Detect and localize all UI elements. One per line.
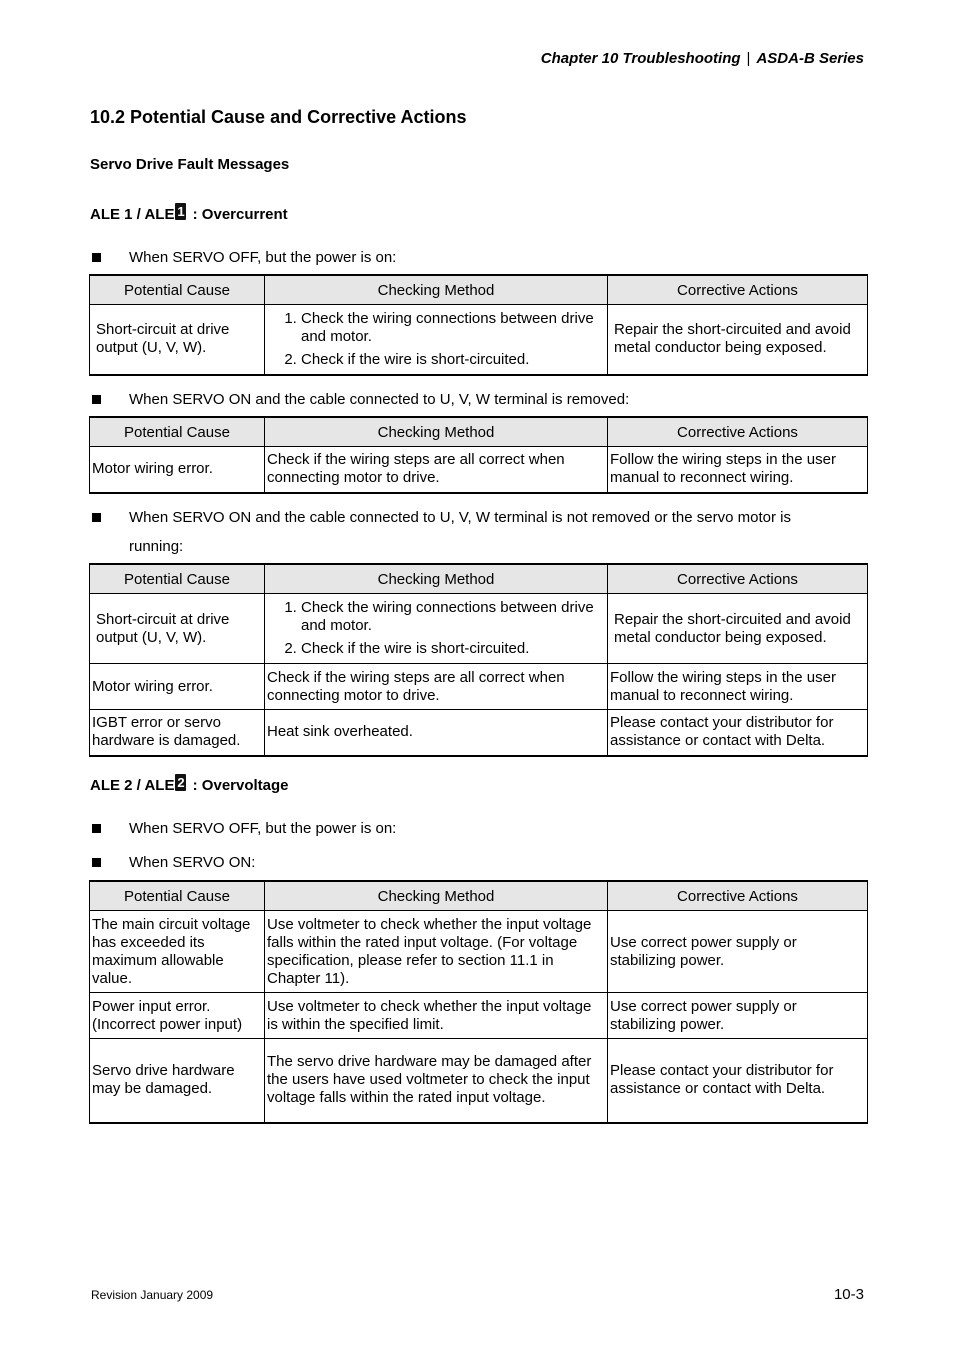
method-steps xyxy=(267,310,605,369)
square-bullet-icon xyxy=(92,395,101,404)
cell-method: Check if the wiring steps are all correct when connecting motor to drive. xyxy=(265,447,608,493)
cell-method xyxy=(265,305,608,375)
cell-method: Use voltmeter to check whether the input voltage falls within the rated input voltage. (For voltage specification, please refer to section 11.1 in Chapter 11). xyxy=(265,911,608,993)
ale2-table xyxy=(89,880,868,1124)
method-step: 1. Check the wiring connections between drive and motor. xyxy=(301,310,605,346)
page-header xyxy=(541,50,864,67)
table-header-row xyxy=(90,564,868,594)
alarm-heading-ale1 xyxy=(90,206,288,225)
header-cause: Potential Cause xyxy=(90,564,265,594)
table-row xyxy=(90,993,868,1039)
header-action: Corrective Actions xyxy=(608,417,868,447)
cell-action: Repair the short-circuited and avoid metal conductor being exposed. xyxy=(608,305,868,375)
table-row xyxy=(90,594,868,664)
alarm-title: : Overcurrent xyxy=(192,206,288,223)
square-bullet-icon xyxy=(92,824,101,833)
header-cause: Potential Cause xyxy=(90,881,265,911)
cell-action: Repair the short-circuited and avoid metal conductor being exposed. xyxy=(608,594,868,664)
cell-method xyxy=(265,594,608,664)
header-method: Checking Method xyxy=(265,564,608,594)
bullet-text: When SERVO ON and the cable connected to U, V, W terminal is removed: xyxy=(129,391,630,408)
table-row xyxy=(90,911,868,993)
cell-action: Follow the wiring steps in the user manual to reconnect wiring. xyxy=(608,447,868,493)
ale1-table-running xyxy=(89,563,868,757)
header-action: Corrective Actions xyxy=(608,881,868,911)
bullet-item xyxy=(90,503,870,561)
revision-note: Revision January 2009 xyxy=(91,1288,214,1302)
square-bullet-icon xyxy=(92,513,101,522)
table-header-row xyxy=(90,275,868,305)
cell-method: Check if the wiring steps are all correct when connecting motor to drive. xyxy=(265,664,608,710)
bullet-text: When SERVO OFF, but the power is on: xyxy=(129,249,397,266)
alarm-prefix: ALE 2 / ALE xyxy=(90,777,175,794)
cell-cause: Servo drive hardware may be damaged. xyxy=(90,1039,265,1123)
header-method: Checking Method xyxy=(265,417,608,447)
header-method: Checking Method xyxy=(265,275,608,305)
table-row xyxy=(90,305,868,375)
cell-cause: Motor wiring error. xyxy=(90,447,265,493)
cell-cause: Short-circuit at drive output (U, V, W). xyxy=(90,305,265,375)
cell-method: The servo drive hardware may be damaged after the users have used voltmeter to check the input voltage falls within the rated input voltage. xyxy=(265,1039,608,1123)
bullet-item xyxy=(90,385,870,414)
alarm-heading-ale2 xyxy=(90,777,289,796)
header-action: Corrective Actions xyxy=(608,564,868,594)
table-row xyxy=(90,447,868,493)
subsection-title: Servo Drive Fault Messages xyxy=(90,156,290,173)
ale1-table-servo-off xyxy=(89,274,868,376)
cell-action: Follow the wiring steps in the user manual to reconnect wiring. xyxy=(608,664,868,710)
header-action: Corrective Actions xyxy=(608,275,868,305)
header-separator: | xyxy=(746,50,751,67)
header-cause: Potential Cause xyxy=(90,417,265,447)
cell-action: Please contact your distributor for assistance or contact with Delta. xyxy=(608,1039,868,1123)
cell-action: Use correct power supply or stabilizing power. xyxy=(608,993,868,1039)
cell-method: Heat sink overheated. xyxy=(265,710,608,756)
method-step: 2. Check if the wire is short-circuited. xyxy=(301,351,605,369)
method-steps xyxy=(267,599,605,658)
section-title: 10.2 Potential Cause and Corrective Actions xyxy=(90,107,467,127)
table-row xyxy=(90,710,868,756)
page-number: 10-3 xyxy=(833,1286,864,1303)
table-header-row xyxy=(90,881,868,911)
ale1-table-cable-removed xyxy=(89,416,868,494)
bullet-text-continued: running: xyxy=(129,538,184,555)
bullet-item xyxy=(90,814,870,843)
cell-cause: Power input error. (Incorrect power input) xyxy=(90,993,265,1039)
header-method: Checking Method xyxy=(265,881,608,911)
chapter-title: Chapter 10 Troubleshooting xyxy=(540,50,741,67)
method-step: 2. Check if the wire is short-circuited. xyxy=(301,640,605,658)
table-row xyxy=(90,1039,868,1123)
cell-method: Use voltmeter to check whether the input voltage is within the specified limit. xyxy=(265,993,608,1039)
seven-segment-display-icon: 2 xyxy=(177,775,185,790)
bullet-text: When SERVO ON and the cable connected to U, V, W terminal is not removed or the servo motor is xyxy=(129,509,791,526)
cell-action: Use correct power supply or stabilizing power. xyxy=(608,911,868,993)
bullet-text: When SERVO ON: xyxy=(129,854,256,871)
cell-action: Please contact your distributor for assistance or contact with Delta. xyxy=(608,710,868,756)
bullet-text: When SERVO OFF, but the power is on: xyxy=(129,820,397,837)
cell-cause: IGBT error or servo hardware is damaged. xyxy=(90,710,265,756)
bullet-item xyxy=(90,243,870,272)
square-bullet-icon xyxy=(92,858,101,867)
series-name: ASDA-B Series xyxy=(756,50,864,67)
bullet-item xyxy=(90,848,870,877)
cell-cause: Motor wiring error. xyxy=(90,664,265,710)
cell-cause: The main circuit voltage has exceeded its maximum allowable value. xyxy=(90,911,265,993)
alarm-title: : Overvoltage xyxy=(192,777,289,794)
method-step: 1. Check the wiring connections between drive and motor. xyxy=(301,599,605,635)
header-cause: Potential Cause xyxy=(90,275,265,305)
square-bullet-icon xyxy=(92,253,101,262)
table-row xyxy=(90,664,868,710)
alarm-prefix: ALE 1 / ALE xyxy=(90,206,175,223)
cell-cause: Short-circuit at drive output (U, V, W). xyxy=(90,594,265,664)
seven-segment-display-icon: 1 xyxy=(177,204,185,219)
table-header-row xyxy=(90,417,868,447)
